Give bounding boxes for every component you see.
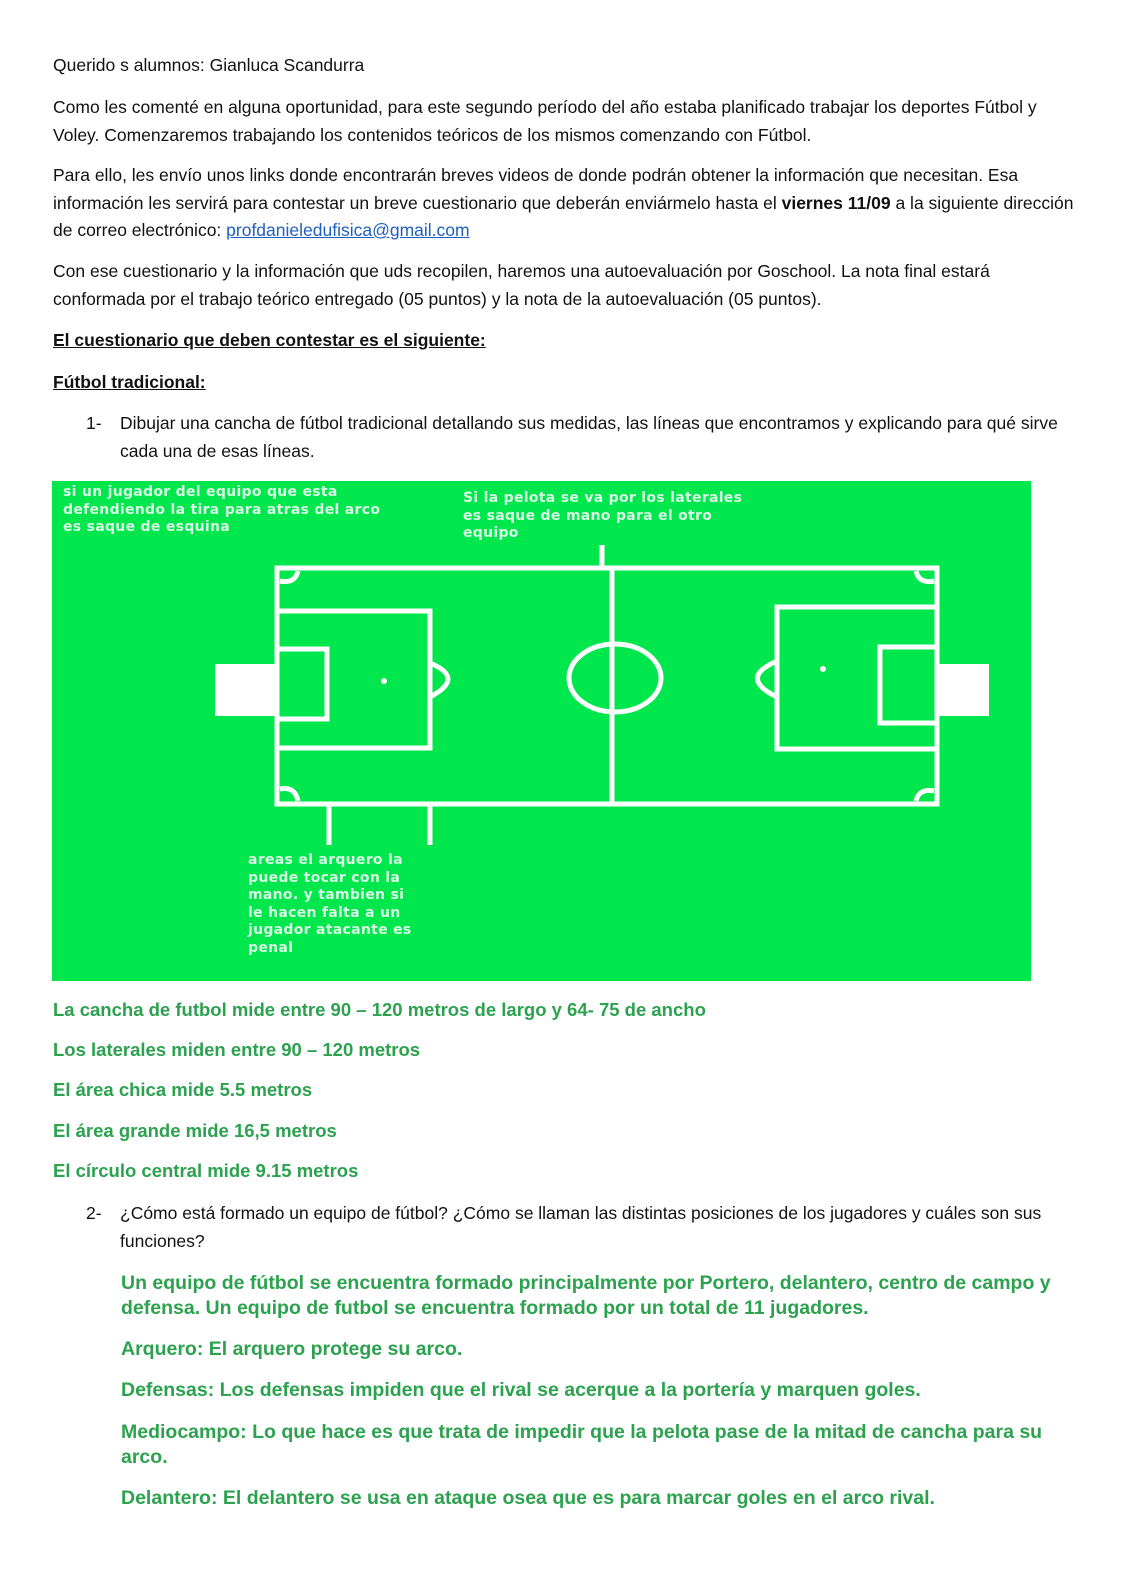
left-goal — [215, 664, 277, 716]
corner-arc-top-right — [916, 571, 934, 582]
intro-paragraph-3: Con ese cuestionario y la información que uds recopilen, haremos una autoevaluación por Goschool. La nota final estará conformada por el trabajo teórico entregado (05 puntos) y la nota de la autoevaluación (05 puntos). — [53, 261, 990, 309]
intro-paragraph-2-text-b: a la siguiente dirección de correo electrónico: — [53, 192, 1074, 240]
left-penalty-arc — [430, 663, 448, 697]
field-outline — [277, 568, 937, 804]
deadline-date: viernes 11/09 — [781, 192, 891, 213]
right-goal-area — [880, 647, 937, 723]
center-circle — [569, 644, 661, 712]
right-goal — [937, 664, 989, 716]
question-1-number: 1- — [86, 413, 102, 433]
right-penalty-area — [777, 607, 937, 749]
right-penalty-arc — [758, 661, 778, 697]
left-goal-area — [277, 649, 327, 719]
measurement-field-size: La cancha de futbol mide entre 90 – 120 metros de largo y 64- 75 de ancho — [53, 999, 706, 1020]
answer-2-intro: Un equipo de fútbol se encuentra formado principalmente por Portero, delantero, centro de campo y defensa. Un equipo de futbol se encuentra formado por un total de 11 jugadores. — [121, 1272, 1051, 1319]
soccer-field-drawing — [52, 481, 1031, 981]
throw-in-note: Si la pelota se va por los laterales es saque de mano para el otro equipo — [463, 490, 743, 541]
left-penalty-area — [277, 611, 430, 748]
question-2-text: ¿Cómo está formado un equipo de fútbol? ¿Cómo se llaman las distintas posiciones de los jugadores y cuáles son sus funciones? — [120, 1203, 1042, 1251]
greeting: Querido s alumnos: Gianluca Scandurra — [53, 55, 365, 75]
corner-arc-bottom-left — [280, 789, 298, 802]
right-penalty-spot — [820, 666, 826, 672]
measurement-goal-area: El área chica mide 5.5 metros — [53, 1079, 313, 1100]
question-2-number: 2- — [86, 1203, 102, 1223]
left-penalty-spot — [381, 678, 387, 684]
intro-paragraph-2-text-a: Para ello, les envío unos links donde encontrarán breves videos de donde podrán obtener la información que necesitan. Esa información les servirá para contestar un breve cuestionario que deberán enviármelo hasta el — [53, 165, 1019, 213]
measurement-penalty-area: El área grande mide 16,5 metros — [53, 1120, 337, 1141]
measurement-center-circle: El círculo central mide 9.15 metros — [53, 1160, 359, 1181]
section-heading: Fútbol tradicional: — [53, 372, 206, 392]
question-1-text: Dibujar una cancha de fútbol tradicional detallando sus medidas, las líneas que encontramos y explicando para qué sirve cada una de esas líneas. — [120, 413, 1058, 461]
soccer-field-diagram — [52, 481, 1031, 981]
penalty-area-note: areas el arquero la puede tocar con la mano. y tambien si le hacen falta a un jugador atacante es penal — [248, 852, 412, 956]
answer-2-defensas: Defensas: Los defensas impiden que el rival se acerque a la portería y marquen goles. — [121, 1379, 921, 1401]
intro-paragraph-1: Como les comenté en alguna oportunidad, para este segundo período del año estaba planificado trabajar los deportes Fútbol y Voley. Comenzaremos trabajando los contenidos teóricos de los mismos comenzando con Fútbol. — [53, 97, 1037, 145]
corner-arc-bottom-right — [916, 790, 934, 801]
answer-2-mediocampo: Mediocampo: Lo que hace es que trata de impedir que la pelota pase de la mitad de cancha para su arco. — [121, 1421, 1043, 1468]
corner-arc-top-left — [280, 571, 298, 582]
intro-paragraph-2 — [53, 162, 1083, 245]
corner-kick-note: si un jugador del equipo que esta defendiendo la tira para atras del arco es saque de esquina — [63, 484, 381, 535]
email-link[interactable]: profdanieledufisica@gmail.com — [226, 220, 470, 240]
measurement-sidelines: Los laterales miden entre 90 – 120 metros — [53, 1039, 421, 1060]
answer-2-delantero: Delantero: El delantero se usa en ataque osea que es para marcar goles en el arco rival. — [121, 1487, 935, 1509]
answer-2-arquero: Arquero: El arquero protege su arco. — [121, 1338, 463, 1360]
questionnaire-heading: El cuestionario que deben contestar es el siguiente: — [53, 330, 486, 350]
